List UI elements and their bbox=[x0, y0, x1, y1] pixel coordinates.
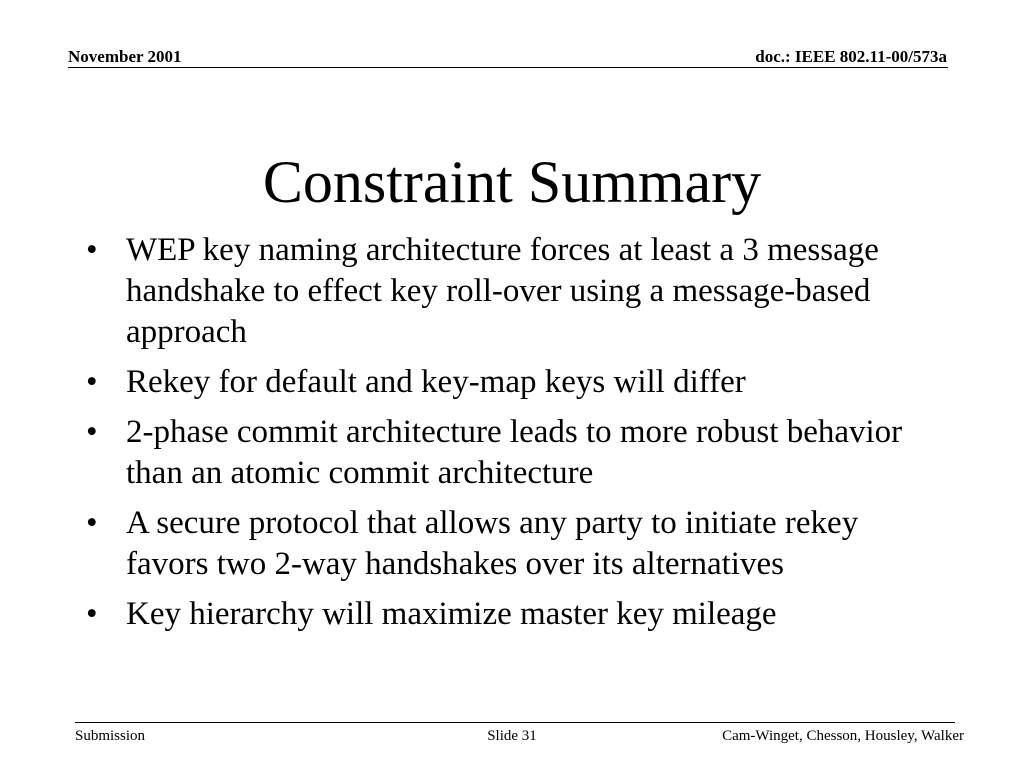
footer-slide-number: Slide 31 bbox=[487, 728, 537, 744]
bullet-item bbox=[86, 594, 946, 635]
bullet-icon: • bbox=[86, 505, 98, 541]
header-doc-id: doc.: IEEE 802.11-00/573a bbox=[755, 47, 947, 66]
bullet-icon: • bbox=[86, 596, 98, 632]
bullet-item bbox=[86, 503, 946, 585]
slide-title: Constraint Summary bbox=[262, 149, 762, 216]
bullet-text: Key hierarchy will maximize master key mileage bbox=[126, 596, 777, 632]
footer-authors: Cam-Winget, Chesson, Housley, Walker bbox=[722, 728, 964, 744]
bullet-text: Rekey for default and key-map keys will differ bbox=[126, 364, 746, 400]
bullet-text: WEP key naming architecture forces at least a 3 message handshake to effect key roll-over using a message-based approach bbox=[126, 232, 879, 350]
footer-submission-label: Submission bbox=[75, 728, 146, 744]
bullet-item bbox=[86, 362, 946, 403]
header-divider bbox=[68, 67, 948, 68]
bullet-icon: • bbox=[86, 232, 98, 268]
bullet-icon: • bbox=[86, 414, 98, 450]
footer-divider bbox=[75, 722, 955, 723]
bullet-list bbox=[86, 230, 946, 644]
header-date: November 2001 bbox=[68, 47, 182, 66]
bullet-text: A secure protocol that allows any party to initiate rekey favors two 2-way handshakes over its alternatives bbox=[126, 505, 859, 582]
bullet-item bbox=[86, 412, 946, 494]
bullet-icon: • bbox=[86, 364, 98, 400]
bullet-item bbox=[86, 230, 946, 353]
bullet-text: 2-phase commit architecture leads to more robust behavior than an atomic commit architecture bbox=[126, 414, 903, 491]
